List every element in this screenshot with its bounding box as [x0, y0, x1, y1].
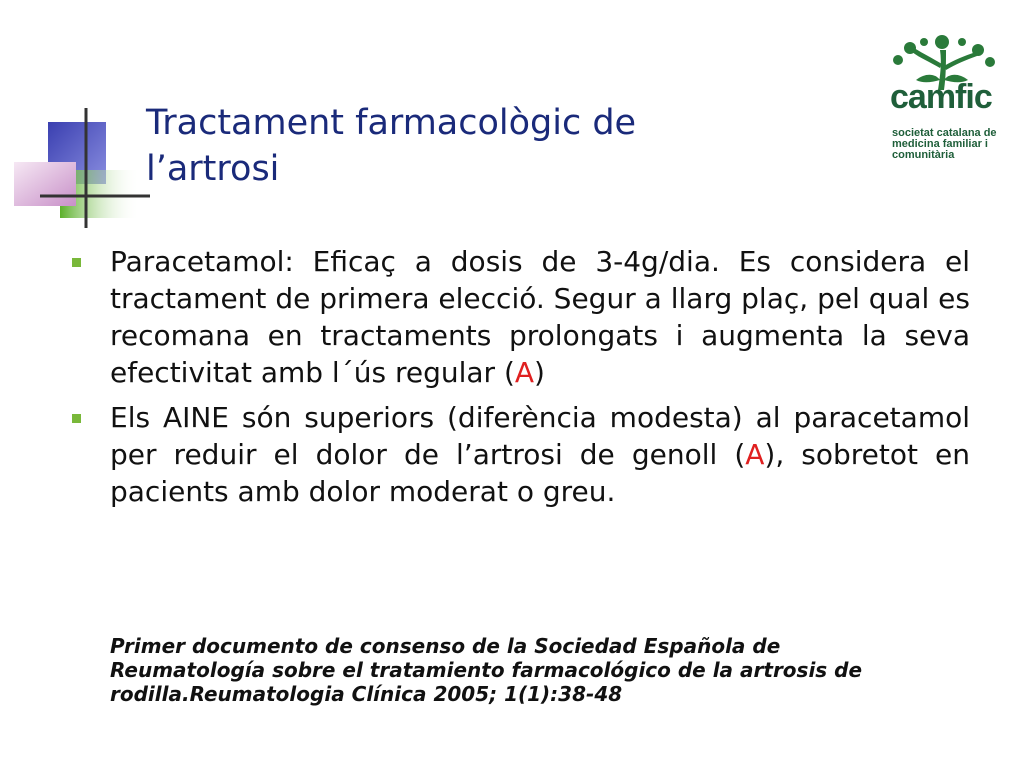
logo-caption-line-3: comunitària	[892, 149, 955, 161]
bullet-text-end: )	[534, 356, 545, 389]
bullet-text: Paracetamol: Eficaç a dosis de 3-4g/dia. Es considera el tractament de primera elecció. Segur a llarg plaç, pel qual es recomana en tractaments prolongats i augmenta la seva efectivitat amb l´ús regular (	[110, 245, 970, 389]
bullet-list	[70, 243, 970, 518]
logo-brand: camfic	[890, 78, 992, 116]
title-line-2: l’artrosi	[146, 149, 280, 189]
bullet-marker	[72, 258, 81, 267]
bullet-marker	[72, 414, 81, 423]
citation-line-1: Primer documento de consenso de la Sociedad Española de	[110, 634, 781, 658]
logo-caption	[892, 128, 1022, 161]
bullet-paracetamol	[70, 243, 970, 391]
citation	[110, 634, 990, 706]
pink-square	[14, 162, 76, 206]
decorative-squares	[0, 0, 160, 240]
slide-title	[146, 100, 786, 192]
bullet-text-end: ), sobretot en pacients amb dolor moderat o greu.	[110, 438, 971, 508]
evidence-grade: A	[745, 438, 765, 471]
bullet-text: Els AINE són superiors (diferència modesta) al paracetamol per reduir el dolor de l’artrosi de genoll (	[110, 401, 970, 471]
logo-caption-line-2: medicina familiar i	[892, 138, 988, 150]
bullet-aine	[70, 399, 970, 510]
evidence-grade: A	[514, 356, 535, 389]
title-line-1: Tractament farmacològic de	[146, 103, 637, 143]
logo-caption-line-1: societat catalana de	[892, 127, 997, 139]
citation-line-2: Reumatología sobre el tratamiento farmacológico de la artrosis de	[110, 658, 863, 682]
citation-line-3: rodilla.Reumatologia Clínica 2005; 1(1):38-48	[110, 682, 623, 706]
